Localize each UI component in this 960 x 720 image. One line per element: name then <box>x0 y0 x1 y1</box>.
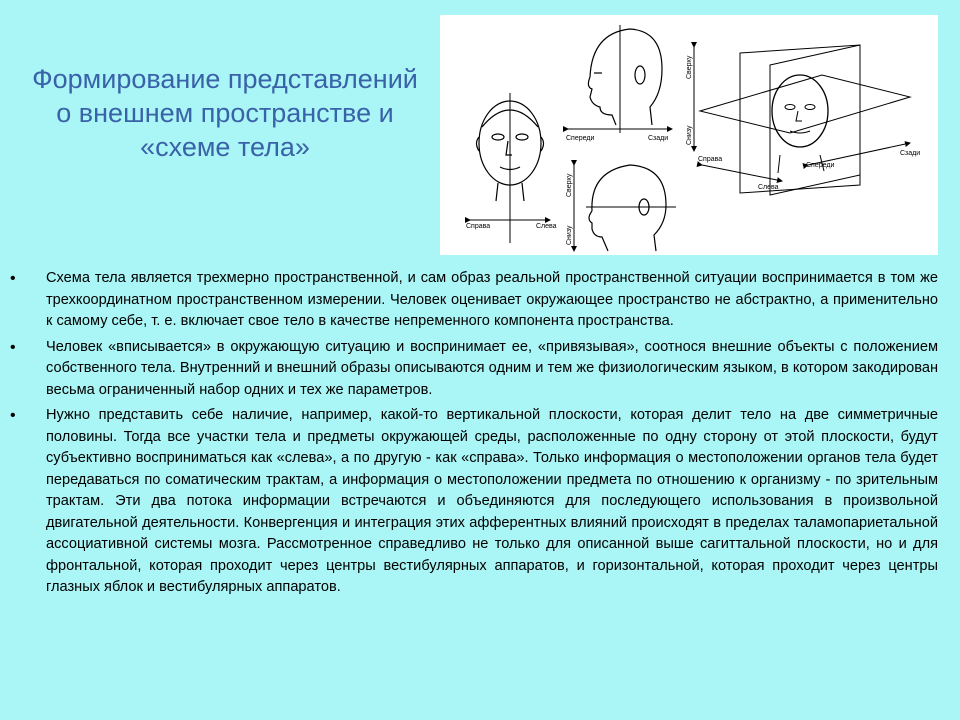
label-snizu-1: Снизу <box>566 225 573 245</box>
label-sprava-1: Справа <box>466 223 491 230</box>
body-schema-figure <box>440 15 938 255</box>
list-item <box>10 405 938 599</box>
label-snizu-2: Снизу <box>686 125 693 145</box>
bullet-dot: • <box>10 338 16 356</box>
label-sverhu-2: Сверху <box>686 55 693 79</box>
slide-title: Формирование представлений о внешнем пространстве и «схеме тела» <box>32 64 418 162</box>
frontal-head-drawing <box>470 93 550 243</box>
bullet-text: Человек «вписывается» в окружающую ситуацию и воспринимает ее, «привязывая», соотнося внешние объекты с положением собственного тела. Внутренний и внешний образы описываются одним и тем же физиологическим языком, в котором закодирован весьма ограниченный набор одних и тех же параметров. <box>46 338 938 398</box>
label-sleva-1: Слева <box>536 223 557 230</box>
list-item <box>10 268 938 333</box>
list-item <box>10 337 938 402</box>
label-sverhu-1: Сверху <box>566 173 573 197</box>
label-sprava-2: Справа <box>698 156 723 163</box>
label-speredi-1: Спереди <box>566 135 595 142</box>
bullet-dot: • <box>10 407 16 424</box>
label-szadi-2: Сзади <box>900 150 921 157</box>
label-szadi-1: Сзади <box>648 135 669 142</box>
profile-head-drawing <box>568 25 672 133</box>
bullet-list <box>10 268 938 603</box>
label-speredi-2: Спереди <box>806 162 835 169</box>
head-planes-illustration <box>440 15 938 255</box>
bullet-dot: • <box>10 270 16 287</box>
profile-head-horizontal-drawing <box>574 165 676 251</box>
label-sleva-2: Слева <box>758 184 779 191</box>
bullet-text: Схема тела является трехмерно пространственной, и сам образ реальной пространственной ситуации воспринимается в том же трехкоординатном пространственном измерении. Человек оценивает окружающее пространство не абстрактно, а применительно к самому себе, т. е. включает свое тело в качестве непременного компонента пространства. <box>46 270 938 329</box>
three-planes-drawing <box>694 45 910 195</box>
bullet-text: Нужно представить себе наличие, например, какой-то вертикальной плоскости, которая делит тело на две симметричные половины. Тогда все участки тела и предметы окружающей среды, расположенные по одну сторону от этой плоскости, будут субъективно восприниматься как «слева», а по другую - как «справа». Только информация о местоположении органов тела будет передаваться по соматическим трактам, а информация о местоположении предмета по отношению к организму - по зрительным трактам. Эти два потока информации встречаются и объединяются для последующего использования в произвольной двигательной деятельности. Конвергенция и интеграция этих афферентных влияний происходят в пределах таламопариетальной ассоциативной системы мозга. Рассмотренное справедливо не только для описанной выше сагиттальной плоскости, но и для фронтальной, которая проходит через центры вестибулярных аппаратов, и горизонтальной, которая проходит через центры глазных яблок и вестибулярных аппаратов. <box>46 407 938 595</box>
